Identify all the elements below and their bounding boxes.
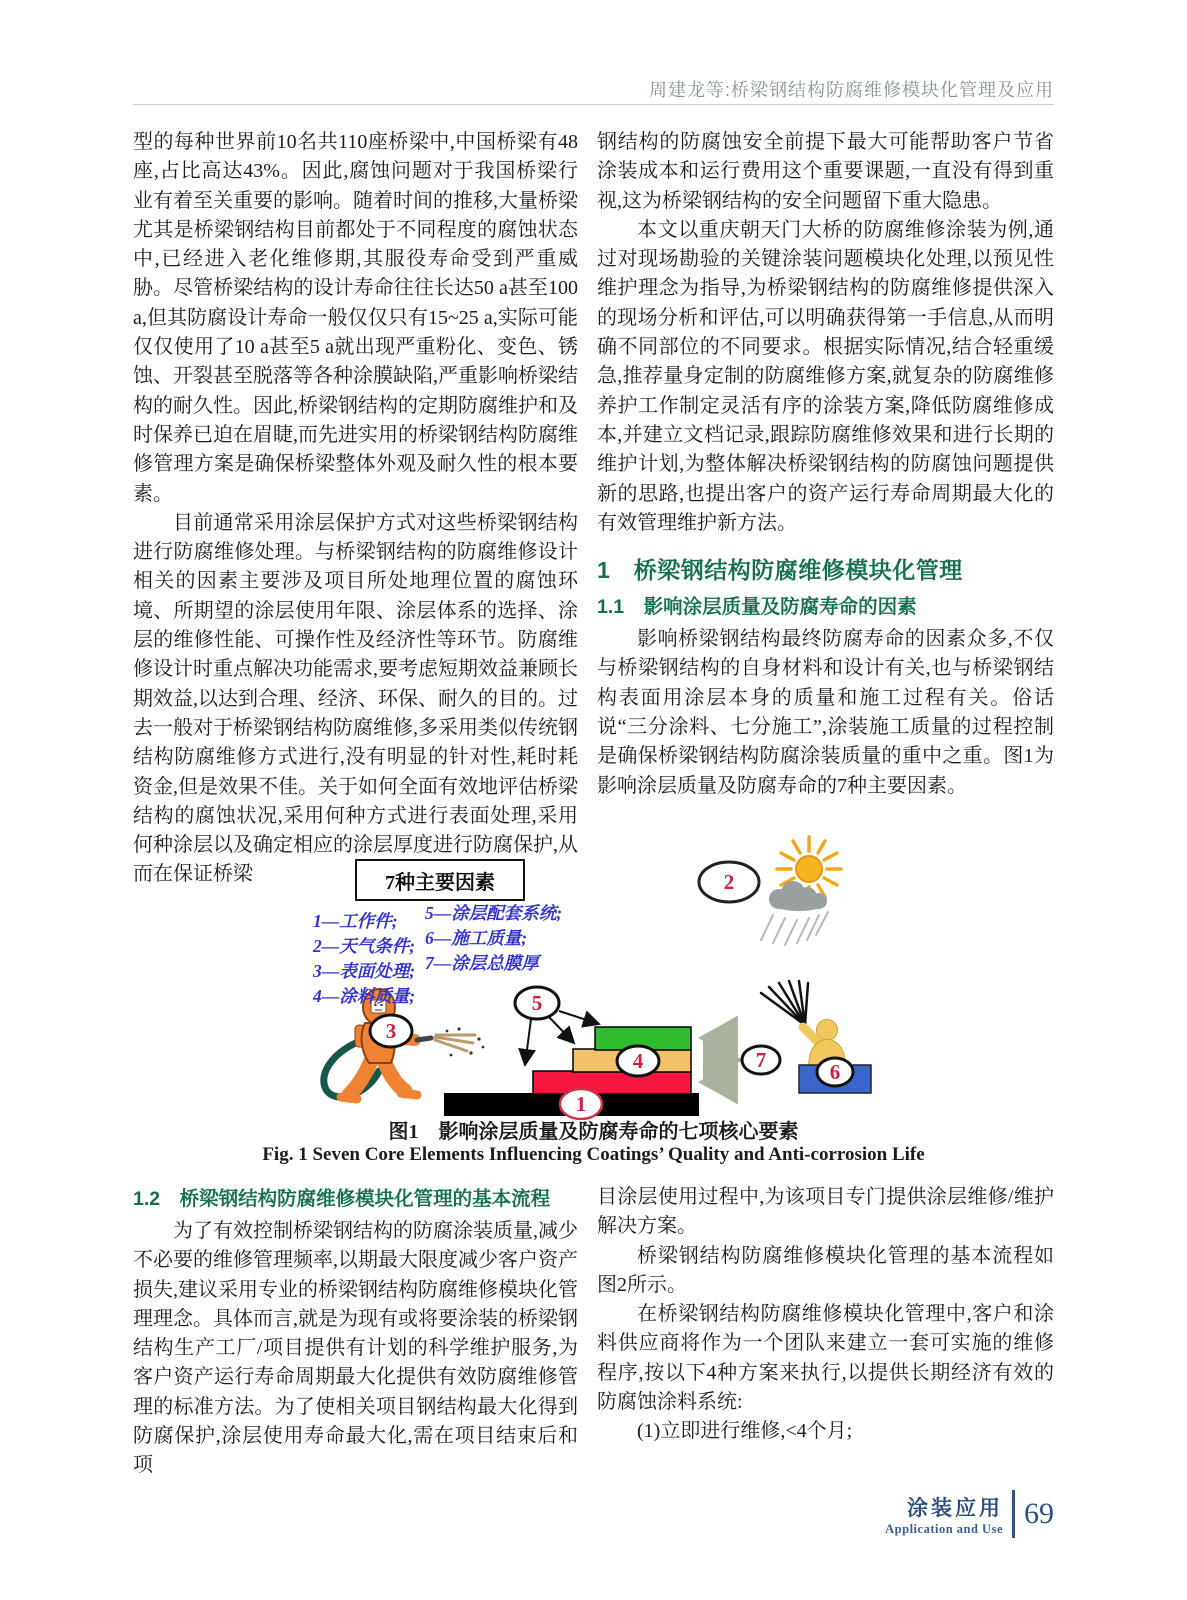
paragraph: 目前通常采用涂层保护方式对这些桥梁钢结构进行防腐维修处理。与桥梁钢结构的防腐维修设计相关的因素主要涉及项目所处地理位置的腐蚀环境、所期望的涂层使用年限、涂层体系的选择、涂层的维修性能、可操作性及经济性等环节。防腐维修设计时重点解决功能需求,要考虑短期效益兼顾长期效益,以达到合理、经济、环保、耐久的目的。过去一般对于桥梁钢结构防腐维修,多采用类似传统钢结构防腐维修方式进行,没有明显的针对性,耗时耗资金,但是效果不佳。关于如何全面有效地评估桥梁结构的腐蚀状况,采用何种方式进行表面处理,采用何种涂层以及确定相应的涂层厚度进行防腐保护,从而在保证桥梁 <box>133 511 578 886</box>
paragraph: 目涂层使用过程中,为该项目专门提供涂层维修/维护解决方案。 <box>597 1186 1054 1238</box>
legend-item: 5—涂层配套系统; <box>425 903 563 923</box>
marker-4-number: 4 <box>632 1049 644 1073</box>
figure-caption-zh: 图1 影响涂层质量及防腐寿命的七项核心要素 <box>388 1121 799 1143</box>
figure-drawing <box>133 825 1054 1120</box>
header-rule <box>133 104 1054 105</box>
page-number: 69 <box>1024 1497 1054 1530</box>
film-thickness-bracket <box>703 1036 780 1084</box>
section-heading-1-2: 1.2 桥梁钢结构防腐维修模块化管理的基本流程 <box>133 1188 551 1210</box>
legend-item: 4—涂料质量; <box>313 986 416 1006</box>
figure-legend-column-2 <box>425 901 562 976</box>
figure-1-illustration <box>133 825 1054 1120</box>
journal-section-en: Application and Use <box>885 1521 1003 1536</box>
top-right-column <box>597 128 1054 801</box>
paragraph: 本文以重庆朝天门大桥的防腐维修涂装为例,通过对现场勘验的关键涂装问题模块化处理,以预见性维护理念为指导,为桥梁钢结构的防腐维修提供深入的现场分析和评估,可以明确获得第一手信息,从而明确不同部位的不同要求。根据实际情况,结合轻重缓急,推荐量身定制的防腐维修方案,就复杂的防腐维修养护工作制定灵活有序的涂装方案,降低防腐维修成本,并建立文档记录,跟踪防腐维修效果和进行长期的维护计划,为整体解决桥梁钢结构的防腐蚀问题提供新的思路,也提出客户的资产运行寿命周期最大化的有效管理维护新方法。 <box>597 218 1054 534</box>
marker-5-number: 5 <box>531 991 543 1015</box>
marker-1-number: 1 <box>575 1092 587 1116</box>
page-footer <box>780 1490 1054 1538</box>
figure-legend-title-box: 7种主要因素 <box>355 859 525 901</box>
footer-divider-bar <box>1012 1490 1015 1538</box>
marker-7-number: 7 <box>755 1048 767 1072</box>
bottom-right-column <box>597 1183 1054 1447</box>
figure-caption-en: Fig. 1 Seven Core Elements Influencing Coatings’ Quality and Anti-corrosion Life <box>262 1144 925 1165</box>
journal-section-zh: 涂装应用 <box>907 1496 1003 1520</box>
legend-item: 7—涂层总膜厚 <box>425 953 539 973</box>
rain-cloud-icon <box>761 881 828 945</box>
marker-3 <box>370 1015 412 1047</box>
figure-legend-column-1 <box>313 909 415 1009</box>
legend-item: 2—天气条件; <box>313 936 416 956</box>
paragraph: (1)立即进行维修,<4个月; <box>637 1420 853 1443</box>
marker-2-number: 2 <box>723 870 735 894</box>
running-head-title: 周建龙等:桥梁钢结构防腐维修模块化管理及应用 <box>649 80 1054 100</box>
section-heading-1-1: 1.1 影响涂层质量及防腐寿命的因素 <box>597 596 917 619</box>
bottom-left-column <box>133 1183 578 1481</box>
legend-item: 1—工作件; <box>313 911 398 931</box>
paragraph: 在桥梁钢结构防腐维修模块化管理中,客户和涂料供应商将作为一个团队来建立一套可实施的维修程序,按以下4种方案来执行,以提供长期经济有效的防腐蚀涂料系统: <box>597 1303 1054 1414</box>
legend-item: 3—表面处理; <box>313 961 416 981</box>
footer-journal-block <box>885 1492 1003 1537</box>
painter-illustration <box>761 981 871 1093</box>
paragraph: 型的每种世界前10名共110座桥梁中,中国桥梁有48座,占比高达43%。因此,腐蚀问题对于我国桥梁行业有着至关重要的影响。随着时间的推移,大量桥梁尤其是桥梁钢结构目前都处于不同程度的腐蚀状态中,已经进入老化维修期,其服役寿命受到严重威胁。尽管桥梁结构的设计寿命往往长达50 a甚至100 a,但其防腐设计寿命一般仅仅只有15~25 a,实际可能仅仅使用了10 a甚至5 a就出现严重粉化、变色、锈蚀、开裂甚至脱落等各种涂膜缺陷,严重影响桥梁结构的耐久性。因此,桥梁钢结构的定期防腐维护和及时保养已迫在眉睫,而先进实用的桥梁钢结构防腐维修管理方案是确保桥梁整体外观及耐久性的根本要素。 <box>133 131 578 505</box>
paragraph: 影响桥梁钢结构最终防腐寿命的因素众多,不仅与桥梁钢结构的自身材料和设计有关,也与桥梁钢结构表面用涂层本身的质量和施工过程有关。俗话说“三分涂料、七分施工”,涂装施工质量的过程控制是确保桥梁钢结构防腐涂装质量的重中之重。图1为影响涂层质量及防腐寿命的7种主要因素。 <box>597 628 1054 797</box>
section-heading-1: 1 桥梁钢结构防腐维修模块化管理 <box>597 557 963 584</box>
legend-item: 6—施工质量; <box>425 928 528 948</box>
top-left-column <box>133 128 578 890</box>
marker-2 <box>699 862 759 902</box>
marker-3-number: 3 <box>385 1019 397 1043</box>
paragraph: 桥梁钢结构防腐维修模块化管理的基本流程如图2所示。 <box>597 1244 1054 1296</box>
marker-6-number: 6 <box>829 1060 841 1084</box>
paragraph: 钢结构的防腐蚀安全前提下最大可能帮助客户节省涂装成本和运行费用这个重要课题,一直没有得到重视,这为桥梁钢结构的安全问题留下重大隐患。 <box>597 131 1054 212</box>
paragraph: 为了有效控制桥梁钢结构的防腐涂装质量,减少不必要的维修管理频率,以期最大限度减少客户资产损失,建议采用专业的桥梁钢结构防腐维修模块化管理理念。具体而言,就是为现有或将要涂装的桥梁钢结构生产工厂/项目提供有计划的科学维护服务,为客户资产运行寿命周期最大化提供有效防腐维修管理的标准方法。为了使相关项目钢结构最大化得到防腐保护,涂层使用寿命最大化,需在项目结束后和项 <box>133 1220 578 1477</box>
marker-4 <box>617 1046 659 1076</box>
